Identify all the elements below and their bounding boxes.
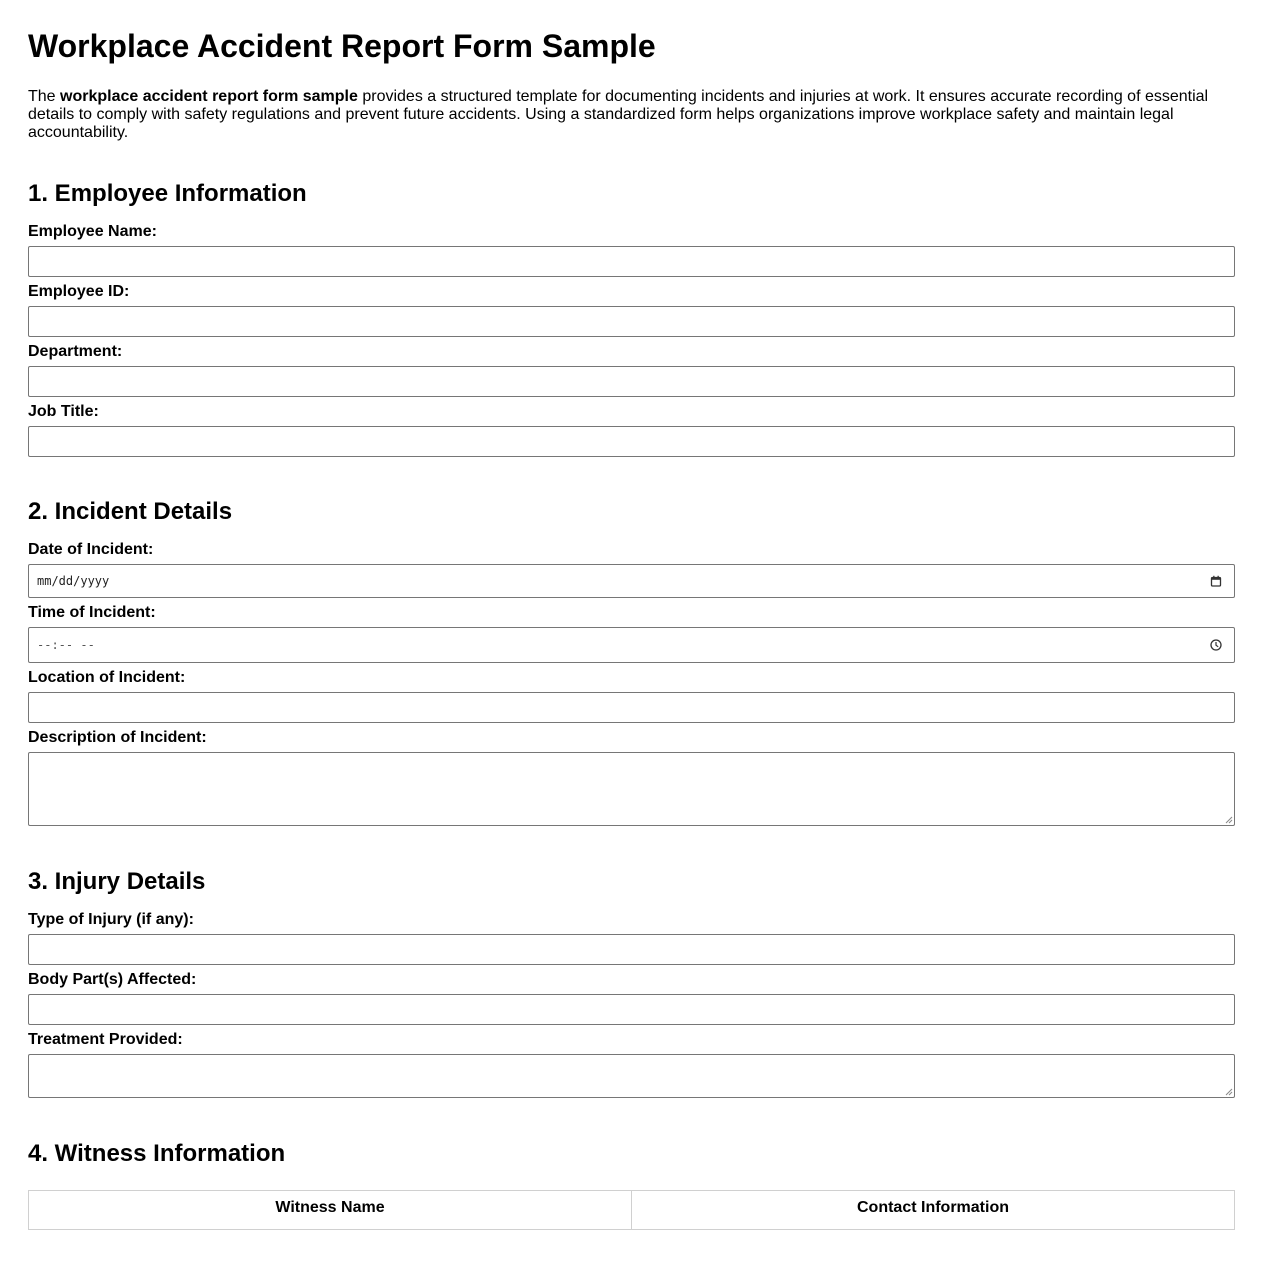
intro-prefix: The	[28, 88, 61, 105]
field-body-parts-affected	[28, 970, 1235, 1025]
type-of-injury-input[interactable]	[28, 934, 1235, 965]
location-of-incident-input[interactable]	[28, 692, 1235, 723]
field-type-of-injury	[28, 910, 1235, 965]
intro-bold: workplace accident report form sample	[60, 88, 358, 105]
resize-handle-icon[interactable]	[1225, 816, 1233, 824]
body-parts-affected-input[interactable]	[28, 994, 1235, 1025]
field-job-title	[28, 402, 1235, 457]
section-heading: 1. Employee Information	[28, 180, 307, 207]
page-title: Workplace Accident Report Form Sample	[28, 28, 656, 64]
field-location-of-incident	[28, 668, 1235, 723]
table-header-row	[29, 1191, 1235, 1230]
department-input[interactable]	[28, 366, 1235, 397]
section-incident-details	[28, 498, 1235, 826]
field-label: Type of Injury (if any):	[28, 911, 194, 928]
employee-id-input[interactable]	[28, 306, 1235, 337]
field-label: Description of Incident:	[28, 729, 207, 746]
column-header-contact-information: Contact Information	[632, 1191, 1235, 1230]
field-time-of-incident	[28, 603, 1235, 663]
field-employee-name	[28, 222, 1235, 277]
field-label: Date of Incident:	[28, 541, 154, 558]
section-heading: 2. Incident Details	[28, 498, 233, 525]
intro-paragraph	[28, 88, 1235, 142]
field-date-of-incident	[28, 540, 1235, 598]
clock-icon[interactable]	[1210, 639, 1222, 651]
column-header-witness-name: Witness Name	[29, 1191, 632, 1230]
field-employee-id	[28, 282, 1235, 337]
field-label: Location of Incident:	[28, 669, 186, 686]
intro-suffix: provides a structured template for documenting incidents and injuries at work. It ensures accurate recording of essential details to comply with safety regulations and prevent future accidents. Using a standardized form helps organizations improve workplace safety and maintain legal accountability.	[28, 88, 1209, 141]
calendar-icon[interactable]	[1210, 575, 1222, 587]
field-label: Job Title:	[28, 403, 99, 420]
job-title-input[interactable]	[28, 426, 1235, 457]
field-label: Treatment Provided:	[28, 1031, 183, 1048]
time-of-incident-input[interactable]	[28, 627, 1235, 663]
field-label: Employee Name:	[28, 223, 157, 240]
witness-table	[28, 1190, 1235, 1230]
field-label: Time of Incident:	[28, 604, 156, 621]
time-placeholder: --:-- --	[37, 638, 95, 652]
section-witness-information	[28, 1140, 1235, 1230]
section-heading: 4. Witness Information	[28, 1140, 286, 1167]
field-treatment-provided	[28, 1030, 1235, 1098]
field-department	[28, 342, 1235, 397]
field-label: Employee ID:	[28, 283, 130, 300]
description-of-incident-textarea[interactable]	[28, 752, 1235, 826]
date-placeholder: mm/dd/yyyy	[37, 574, 110, 588]
section-injury-details	[28, 868, 1235, 1098]
treatment-provided-textarea[interactable]	[28, 1054, 1235, 1098]
field-label: Department:	[28, 343, 123, 360]
resize-handle-icon[interactable]	[1225, 1088, 1233, 1096]
section-employee-information	[28, 180, 1235, 457]
field-label: Body Part(s) Affected:	[28, 971, 197, 988]
section-heading: 3. Injury Details	[28, 868, 206, 895]
employee-name-input[interactable]	[28, 246, 1235, 277]
date-of-incident-input[interactable]	[28, 564, 1235, 598]
field-description-of-incident	[28, 728, 1235, 826]
